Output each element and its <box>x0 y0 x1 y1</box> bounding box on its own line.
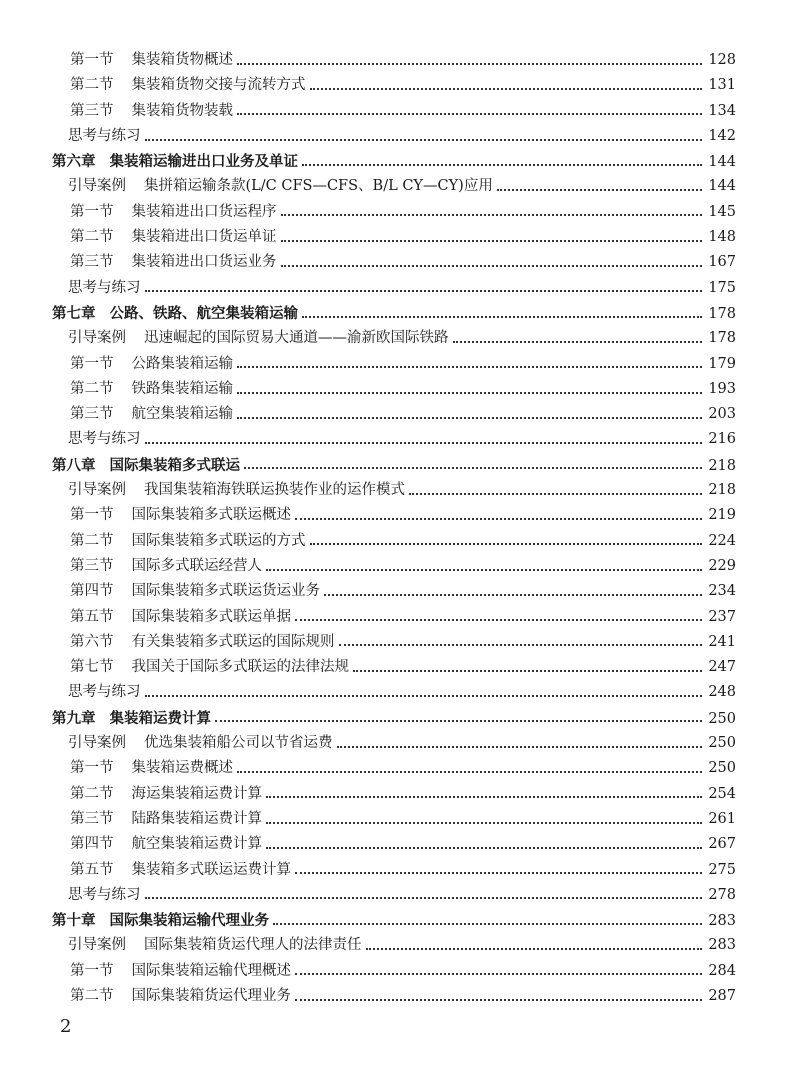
toc-entry-prefix: 第三节 <box>70 810 114 827</box>
dot-leader <box>295 518 702 520</box>
toc-entry-chapter[interactable] <box>52 301 736 326</box>
toc-entry-page-number: 287 <box>708 987 736 1004</box>
dot-leader <box>366 948 703 950</box>
toc-entry-page-number: 241 <box>708 633 736 650</box>
toc-entry-prefix: 第一节 <box>70 355 114 372</box>
toc-entry-page-number: 179 <box>708 355 736 372</box>
dot-leader <box>237 417 702 419</box>
dot-leader <box>339 644 703 646</box>
dot-leader <box>145 695 703 697</box>
toc-entry-prefix: 第一节 <box>70 203 114 220</box>
toc-entry-case[interactable] <box>52 174 736 199</box>
dot-leader <box>215 720 702 722</box>
toc-entry-page-number: 278 <box>708 886 736 903</box>
toc-entry-page-number: 193 <box>708 380 736 397</box>
toc-entry-page-number: 248 <box>708 684 736 701</box>
toc-entry-page-number: 145 <box>708 203 736 220</box>
toc-entry-page-number: 247 <box>708 659 736 676</box>
dot-leader <box>497 189 702 191</box>
toc-entry-case[interactable] <box>52 933 736 958</box>
toc-entry-prefix: 第五节 <box>70 608 114 625</box>
toc-entry-title: 国际集装箱多式联运 <box>109 456 240 474</box>
toc-entry-prefix: 第二节 <box>70 380 114 397</box>
dot-leader <box>237 113 702 115</box>
toc-entry-chapter[interactable] <box>52 908 736 933</box>
toc-entry-title: 铁路集装箱运输 <box>131 380 233 397</box>
dot-leader <box>266 796 702 798</box>
toc-entry-page-number: 178 <box>708 305 736 322</box>
toc-entry-title: 集装箱货物装载 <box>131 102 233 119</box>
toc-entry-section[interactable] <box>52 579 736 604</box>
toc-entry-title: 思考与练习 <box>68 431 141 448</box>
toc-entry-prefix: 第三节 <box>70 557 114 574</box>
toc-entry-title: 思考与练习 <box>68 684 141 701</box>
toc-entry-page-number: 131 <box>708 77 736 94</box>
dot-leader <box>266 847 702 849</box>
toc-entry-page-number: 229 <box>708 557 736 574</box>
toc-entry-prefix: 第二节 <box>70 785 114 802</box>
toc-entry-title: 航空集装箱运输 <box>131 406 233 423</box>
toc-entry-title: 海运集装箱运费计算 <box>131 785 262 802</box>
toc-entry-page-number: 267 <box>708 836 736 853</box>
toc-entry-title: 集装箱货物概述 <box>131 52 233 68</box>
toc-entry-title: 集拼箱运输条款(L/C CFS—CFS、B/L CY—CY)应用 <box>144 178 493 195</box>
toc-entry-page-number: 275 <box>708 861 736 878</box>
toc-entry-section[interactable] <box>52 782 736 807</box>
toc-entry-section[interactable] <box>52 250 736 275</box>
toc-entry-page-number: 167 <box>708 254 736 271</box>
toc-entry-page-number: 144 <box>708 178 736 195</box>
toc-entry-exercise[interactable] <box>52 883 736 908</box>
dot-leader <box>237 366 702 368</box>
dot-leader <box>237 771 702 773</box>
toc-entry-section[interactable] <box>52 630 736 655</box>
dot-leader <box>266 822 702 824</box>
toc-entry-prefix: 第四节 <box>70 583 114 600</box>
toc-entry-title: 集装箱运输进出口业务及单证 <box>109 153 298 171</box>
toc-entry-page-number: 175 <box>708 279 736 296</box>
toc-entry-case[interactable] <box>52 731 736 756</box>
dot-leader <box>453 341 703 343</box>
page-folio: 2 <box>60 1016 72 1037</box>
toc-entry-prefix: 第六章 <box>52 153 96 171</box>
toc-entry-page-number: 284 <box>708 962 736 979</box>
toc-entry-prefix: 第四节 <box>70 836 114 853</box>
toc-entry-chapter[interactable] <box>52 453 736 478</box>
toc-entry-prefix: 第一节 <box>70 507 114 524</box>
toc-entry-section[interactable] <box>52 605 736 630</box>
toc-entry-section[interactable] <box>52 832 736 857</box>
toc-entry-title: 思考与练习 <box>68 886 141 903</box>
toc-entry-page-number: 216 <box>708 431 736 448</box>
toc-entry-prefix: 第八章 <box>52 456 96 474</box>
toc-entry-page-number: 218 <box>708 482 736 499</box>
toc-entry-page-number: 250 <box>708 760 736 777</box>
toc-entry-case[interactable] <box>52 478 736 503</box>
toc-entry-section[interactable] <box>52 858 736 883</box>
toc-entry-prefix: 引导案例 <box>68 937 126 954</box>
toc-entry-title: 思考与练习 <box>68 127 141 144</box>
toc-entry-prefix: 第六节 <box>70 633 114 650</box>
toc-entry-title: 国际集装箱多式联运的方式 <box>131 532 306 549</box>
toc-entry-title: 国际集装箱运输代理概述 <box>131 962 291 979</box>
toc-entry-section[interactable] <box>52 402 736 427</box>
toc-entry-page-number: 134 <box>708 102 736 119</box>
toc-entry-section[interactable] <box>52 200 736 225</box>
toc-entry-prefix: 第七节 <box>70 659 114 676</box>
toc-entry-title: 优选集装箱船公司以节省运费 <box>144 735 333 752</box>
toc-entry-title: 有关集装箱多式联运的国际规则 <box>131 633 335 650</box>
dot-leader <box>145 897 703 899</box>
toc-entry-title: 我国关于国际多式联运的法律法规 <box>131 659 349 676</box>
dot-leader <box>244 467 702 469</box>
dot-leader <box>295 872 702 874</box>
dot-leader <box>409 493 702 495</box>
toc-entry-title: 公路集装箱运输 <box>131 355 233 372</box>
toc-entry-section[interactable] <box>52 48 736 73</box>
dot-leader <box>302 316 702 318</box>
table-of-contents <box>52 48 736 1009</box>
dot-leader <box>281 265 703 267</box>
toc-entry-section[interactable] <box>52 73 736 98</box>
toc-entry-prefix: 第一节 <box>70 760 114 777</box>
toc-entry-title: 国际集装箱多式联运概述 <box>131 507 291 524</box>
dot-leader <box>273 923 702 925</box>
toc-entry-prefix: 引导案例 <box>68 735 126 752</box>
dot-leader <box>310 543 703 545</box>
toc-entry-section[interactable] <box>52 756 736 781</box>
toc-entry-exercise[interactable] <box>52 124 736 149</box>
toc-entry-prefix: 第二节 <box>70 229 114 246</box>
toc-entry-section[interactable] <box>52 554 736 579</box>
toc-entry-title: 国际集装箱货运代理人的法律责任 <box>144 937 362 954</box>
toc-entry-prefix: 第五节 <box>70 861 114 878</box>
toc-entry-title: 国际集装箱运输代理业务 <box>109 912 269 930</box>
dot-leader <box>295 619 702 621</box>
toc-entry-prefix: 第二节 <box>70 77 114 94</box>
toc-entry-page-number: 254 <box>708 785 736 802</box>
toc-entry-page-number: 142 <box>708 127 736 144</box>
toc-entry-section[interactable] <box>52 352 736 377</box>
toc-entry-page-number: 250 <box>708 735 736 752</box>
toc-entry-page-number: 237 <box>708 608 736 625</box>
toc-entry-page-number: 261 <box>708 810 736 827</box>
toc-entry-page-number: 218 <box>708 457 736 474</box>
toc-entry-title: 集装箱运费概述 <box>131 760 233 777</box>
toc-entry-title: 集装箱进出口货运业务 <box>131 254 277 271</box>
toc-entry-exercise[interactable] <box>52 427 736 452</box>
dot-leader <box>353 670 702 672</box>
toc-entry-prefix: 第七章 <box>52 304 96 322</box>
toc-entry-section[interactable] <box>52 225 736 250</box>
toc-entry-prefix: 第三节 <box>70 102 114 119</box>
toc-entry-page-number: 178 <box>708 330 736 347</box>
toc-entry-title: 集装箱进出口货运单证 <box>131 229 277 246</box>
toc-entry-title: 公路、铁路、航空集装箱运输 <box>109 304 298 322</box>
toc-entry-title: 国际集装箱多式联运货运业务 <box>131 583 320 600</box>
toc-entry-section[interactable] <box>52 984 736 1009</box>
dot-leader <box>145 290 703 292</box>
toc-entry-title: 集装箱进出口货运程序 <box>131 203 277 220</box>
toc-entry-title: 集装箱运费计算 <box>109 709 211 727</box>
toc-entry-title: 集装箱货物交接与流转方式 <box>131 77 306 94</box>
toc-entry-page-number: 283 <box>708 913 736 930</box>
dot-leader <box>281 240 703 242</box>
toc-entry-page-number: 250 <box>708 710 736 727</box>
toc-entry-section[interactable] <box>52 377 736 402</box>
toc-entry-title: 我国集装箱海铁联运换装作业的运作模式 <box>144 482 405 499</box>
toc-entry-page-number: 234 <box>708 583 736 600</box>
toc-entry-title: 国际多式联运经营人 <box>131 557 262 574</box>
dot-leader <box>295 999 702 1001</box>
toc-entry-page-number: 203 <box>708 406 736 423</box>
toc-entry-section[interactable] <box>52 529 736 554</box>
toc-entry-prefix: 第十章 <box>52 912 96 930</box>
toc-entry-chapter[interactable] <box>52 706 736 731</box>
toc-entry-page-number: 128 <box>708 52 736 68</box>
toc-entry-section[interactable] <box>52 503 736 528</box>
toc-entry-title: 迅速崛起的国际贸易大通道——渝新欧国际铁路 <box>144 330 449 347</box>
toc-entry-title: 国际集装箱货运代理业务 <box>131 987 291 1004</box>
toc-entry-title: 航空集装箱运费计算 <box>131 836 262 853</box>
dot-leader <box>145 139 703 141</box>
toc-entry-page-number: 148 <box>708 229 736 246</box>
toc-entry-prefix: 引导案例 <box>68 178 126 195</box>
toc-entry-title: 集装箱多式联运运费计算 <box>131 861 291 878</box>
toc-entry-prefix: 第三节 <box>70 406 114 423</box>
toc-entry-section[interactable] <box>52 959 736 984</box>
toc-entry-prefix: 第一节 <box>70 52 114 68</box>
toc-entry-section[interactable] <box>52 807 736 832</box>
dot-leader <box>266 569 702 571</box>
toc-entry-page-number: 224 <box>708 532 736 549</box>
toc-entry-prefix: 引导案例 <box>68 482 126 499</box>
toc-entry-title: 国际集装箱多式联运单据 <box>131 608 291 625</box>
toc-entry-page-number: 219 <box>708 507 736 524</box>
dot-leader <box>145 442 703 444</box>
toc-entry-page-number: 144 <box>708 154 736 171</box>
toc-entry-prefix: 第一节 <box>70 962 114 979</box>
toc-entry-prefix: 引导案例 <box>68 330 126 347</box>
toc-entry-section[interactable] <box>52 99 736 124</box>
toc-entry-exercise[interactable] <box>52 680 736 705</box>
toc-entry-section[interactable] <box>52 655 736 680</box>
toc-entry-prefix: 第二节 <box>70 532 114 549</box>
dot-leader <box>237 63 702 65</box>
dot-leader <box>295 973 702 975</box>
toc-entry-prefix: 第三节 <box>70 254 114 271</box>
toc-entry-case[interactable] <box>52 326 736 351</box>
dot-leader <box>310 88 703 90</box>
dot-leader <box>337 746 703 748</box>
dot-leader <box>324 594 702 596</box>
dot-leader <box>281 214 703 216</box>
toc-entry-title: 陆路集装箱运费计算 <box>131 810 262 827</box>
toc-entry-chapter[interactable] <box>52 149 736 174</box>
toc-entry-exercise[interactable] <box>52 276 736 301</box>
toc-entry-title: 思考与练习 <box>68 279 141 296</box>
toc-entry-prefix: 第九章 <box>52 709 96 727</box>
dot-leader <box>237 392 702 394</box>
toc-entry-prefix: 第二节 <box>70 987 114 1004</box>
toc-entry-page-number: 283 <box>708 937 736 954</box>
dot-leader <box>302 164 702 166</box>
